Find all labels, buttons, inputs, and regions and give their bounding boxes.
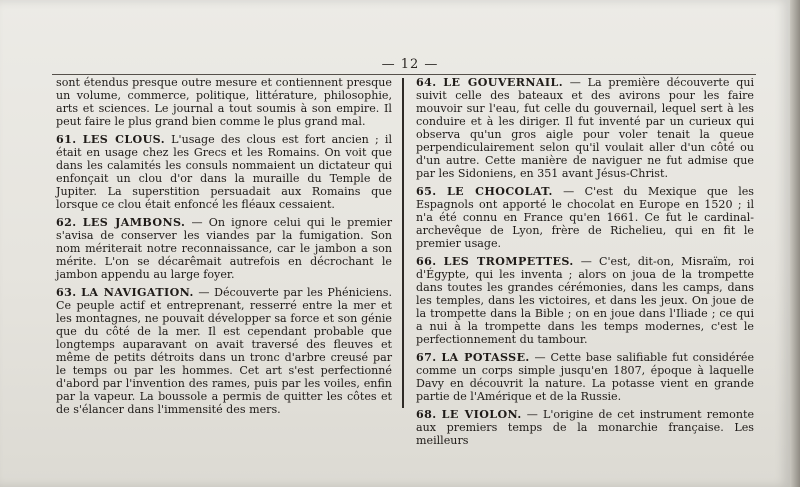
entry-number: 61. [56,133,77,146]
left-column [56,76,392,421]
entry-text: — Cette base salifiable fut considérée comme un corps simple jusqu'en 1807, époque à laquelle Davy en découvrit la nature. La potasse vient en grande partie de l'Amérique et de la Russie. [416,351,755,403]
entry-number: 64. [416,76,437,89]
entry-title: LE CHOCOLAT. [446,185,553,198]
entry-text: — La première découverte qui suivit celle des bateaux et des avirons pour les faire mouvoir sur l'eau, fut celle du gouvernail, lequel sert à les conduire et à les diriger. Il fut inventé par un curieux qui observa qu'un gros aigle pour voler tenait la queue perpendiculairement selon qu'il voulait aller d'un côté ou d'un autre. Cette manière de naviguer ne fut admise que par les Sidoniens, en 351 avant Jésus-Christ. [416,76,755,180]
entry-number: 63. [56,286,77,299]
entry-65 [416,185,754,250]
entry-text: — On ignore celui qui le premier s'avisa de conserver les viandes par la fumigation. Son nom mériterait notre reconnaissance, car le jambon a son mérite. L'on se décarêmait autrefois en décrochant le jambon appendu au large foyer. [56,216,393,281]
entry-number: 65. [416,185,437,198]
column-divider [402,78,404,408]
header-rule [52,74,756,75]
entry-title: LE VIOLON. [441,408,522,421]
right-column [416,76,754,452]
entry-61 [56,133,392,211]
entry-number: 68. [416,408,437,421]
entry-68 [416,408,754,447]
entry-62 [56,216,392,281]
entry-text: — Découverte par les Phéniciens. Ce peuple actif et entreprenant, resserré entre la mer et les montagnes, ne pouvait développer sa force et son génie que du côté de la mer. Il est cependant probable que longtemps auparavant on avait traversé des fleuves et même de petits détroits dans un tronc d'arbre creusé par le temps ou par les hommes. Cet art s'est perfectionné d'abord par l'invention des rames, puis par les voiles, enfin par la vapeur. La boussole a permis de quitter les côtes et de s'élancer dans l'immensité des mers. [56,286,392,416]
entry-text: — C'est, dit-on, Misraïm, roi d'Égypte, qui les inventa ; alors on joua de la trompette dans toutes les grandes cérémonies, dans les camps, dans les temples, dans les victoires, et dans les jeux. On joue de la trompette dans la Bible ; on en joue dans l'Iliade ; ce qui a nui à la trompette dans les temps modernes, c'est le perfectionnement du tambour. [416,255,754,346]
entry-text: — C'est du Mexique que les Espagnols ont apporté le chocolat en Europe en 1520 ; il n'a été connu en France qu'en 1661. Ce fut le cardinal-archevêque de Lyon, frère de Richelieu, qui en fit le premier usage. [416,185,754,250]
entry-title: LES JAMBONS. [82,216,186,229]
page-number: — 12 — [381,57,439,72]
page-edge [790,0,800,487]
entry-63 [56,286,392,416]
entry-title: LES CLOUS. [82,133,165,146]
entry-text: L'usage des clous est fort ancien ; il était en usage chez les Grecs et les Romains. On voit que dans les calamités les consuls nommaient un dictateur qui enfonçait un clou d'or dans la muraille du Temple de Jupiter. La superstition persuadait aux Romains que lorsque ce clou était enfoncé les fléaux cessaient. [56,133,393,211]
entry-title: LA NAVIGATION. [81,286,194,299]
entry-title: LA POTASSE. [441,351,530,364]
entry-number: 66. [416,255,437,268]
entry-text: — L'origine de cet instrument remonte aux premiers temps de la monarchie française. Les meilleurs [416,408,755,447]
entry-number: 67. [416,351,437,364]
entry-64 [416,76,754,180]
entry-title: LES TROMPETTES. [443,255,574,268]
entry-number: 62. [56,216,77,229]
entry-66 [416,255,754,346]
entry-67 [416,351,754,403]
entry-title: LE GOUVERNAIL. [443,76,563,89]
continuation-paragraph: sont étendus presque outre mesure et contiennent presque un volume, commerce, politique, littérature, philosophie, arts et sciences. Le journal a tout soumis à son empire. Il peut faire le plus grand bien comme le plus grand mal. [56,76,392,128]
